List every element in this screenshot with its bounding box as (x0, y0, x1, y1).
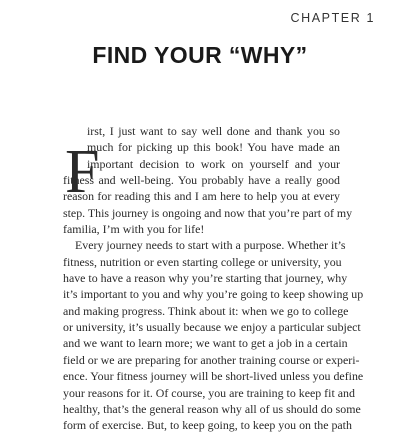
text-line: and making progress. Think about it: when we go to college (63, 303, 349, 318)
text-line: irst, I just want to say well done and thank you so (87, 124, 340, 138)
text-line: much for picking up this book! You have made an (87, 140, 340, 155)
drop-cap: F (65, 138, 100, 206)
text-line: your reasons for it. Of course, you are training to keep fit and (63, 385, 355, 400)
text-line: it’s important to you and why you’re going to keep showing up (63, 287, 364, 302)
chapter-title: FIND YOUR “WHY” (92, 42, 308, 68)
chapter-label: CHAPTER 1 (290, 11, 375, 25)
body-text (63, 123, 364, 434)
paragraph-1 (63, 123, 353, 237)
text-line: step. This journey is ongoing and now that you’re part of my (63, 205, 353, 220)
text-line: Every journey needs to start with a purpose. Whether it’s (75, 238, 346, 253)
text-line: familia, I’m with you for life! (63, 222, 205, 237)
text-line: fitness, nutrition or even starting college or university, you (63, 254, 342, 269)
text-line: fitness and well-being. You probably have a really good (63, 173, 340, 188)
text-line: or university, it’s usually because we enjoy a particular subject (63, 320, 361, 335)
text-line: and we want to learn more; we want to get a job in a certain (63, 336, 348, 351)
text-line: field or we are preparing for another training course or experi- (63, 352, 360, 367)
paragraph-2 (63, 237, 364, 433)
text-line: ence. Your fitness journey will be short-lived unless you define (63, 369, 364, 384)
text-line: have to have a reason why you’re starting that journey, why (63, 271, 348, 286)
text-line: form of exercise. But, to keep going, to keep you on the path (63, 418, 352, 433)
text-line: healthy, that’s the general reason why all of us should do some (63, 401, 361, 416)
text-line: important decision to work on yourself and your (87, 156, 340, 171)
text-line: reason for reading this and I am here to help you at every (63, 189, 340, 204)
